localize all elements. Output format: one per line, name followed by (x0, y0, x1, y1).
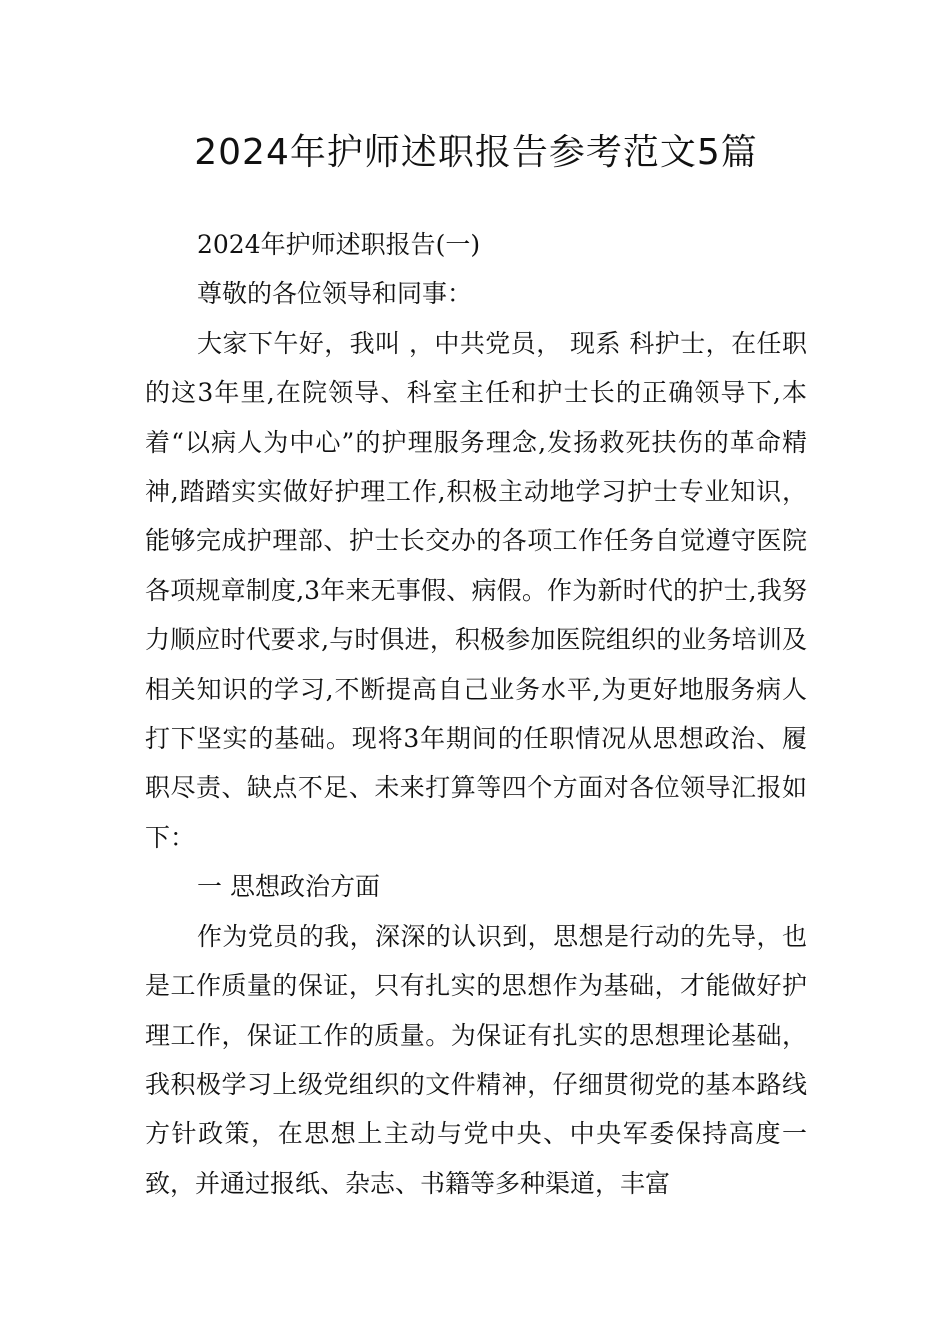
document-body (145, 220, 807, 1208)
salutation: 尊敬的各位领导和同事： (197, 279, 473, 309)
paragraph-intro: 大家下午好，我叫 ，中共党员， 现系 科护士，在任职的这3年里,在院领导、科室主任和护士长的正确领导下,本着“以病人为中心”的护理服务理念,发扬救死扶伤的革命精神,踏踏实实做好护理工作,积极主动地学习护士专业知识，能够完成护理部、护士长交办的各项工作任务自觉遵守医院各项规章制度,3年来无事假、病假。作为新时代的护士,我努力顺应时代要求,与时俱进，积极参加医院组织的业务培训及相关知识的学习,不断提高自己业务水平,为更好地服务病人打下坚实的基础。现将3年期间的任职情况从思想政治、履职尽责、缺点不足、未来打算等四个方面对各位领导汇报如下： (145, 328, 807, 852)
paragraph-ideology: 作为党员的我，深深的认识到，思想是行动的先导，也是工作质量的保证，只有扎实的思想作为基础，才能做好护理工作，保证工作的质量。为保证有扎实的思想理论基础，我积极学习上级党组织的文件精神，仔细贯彻党的基本路线方针政策，在思想上主动与党中央、中央军委保持高度一致，并通过报纸、杂志、书籍等多种渠道，丰富 (145, 921, 807, 1198)
subheading-ideology: 一 思想政治方面 (197, 872, 380, 902)
document-title: 2024年护师述职报告参考范文5篇 (194, 132, 758, 173)
section-heading: 2024年护师述职报告(一) (197, 230, 481, 259)
